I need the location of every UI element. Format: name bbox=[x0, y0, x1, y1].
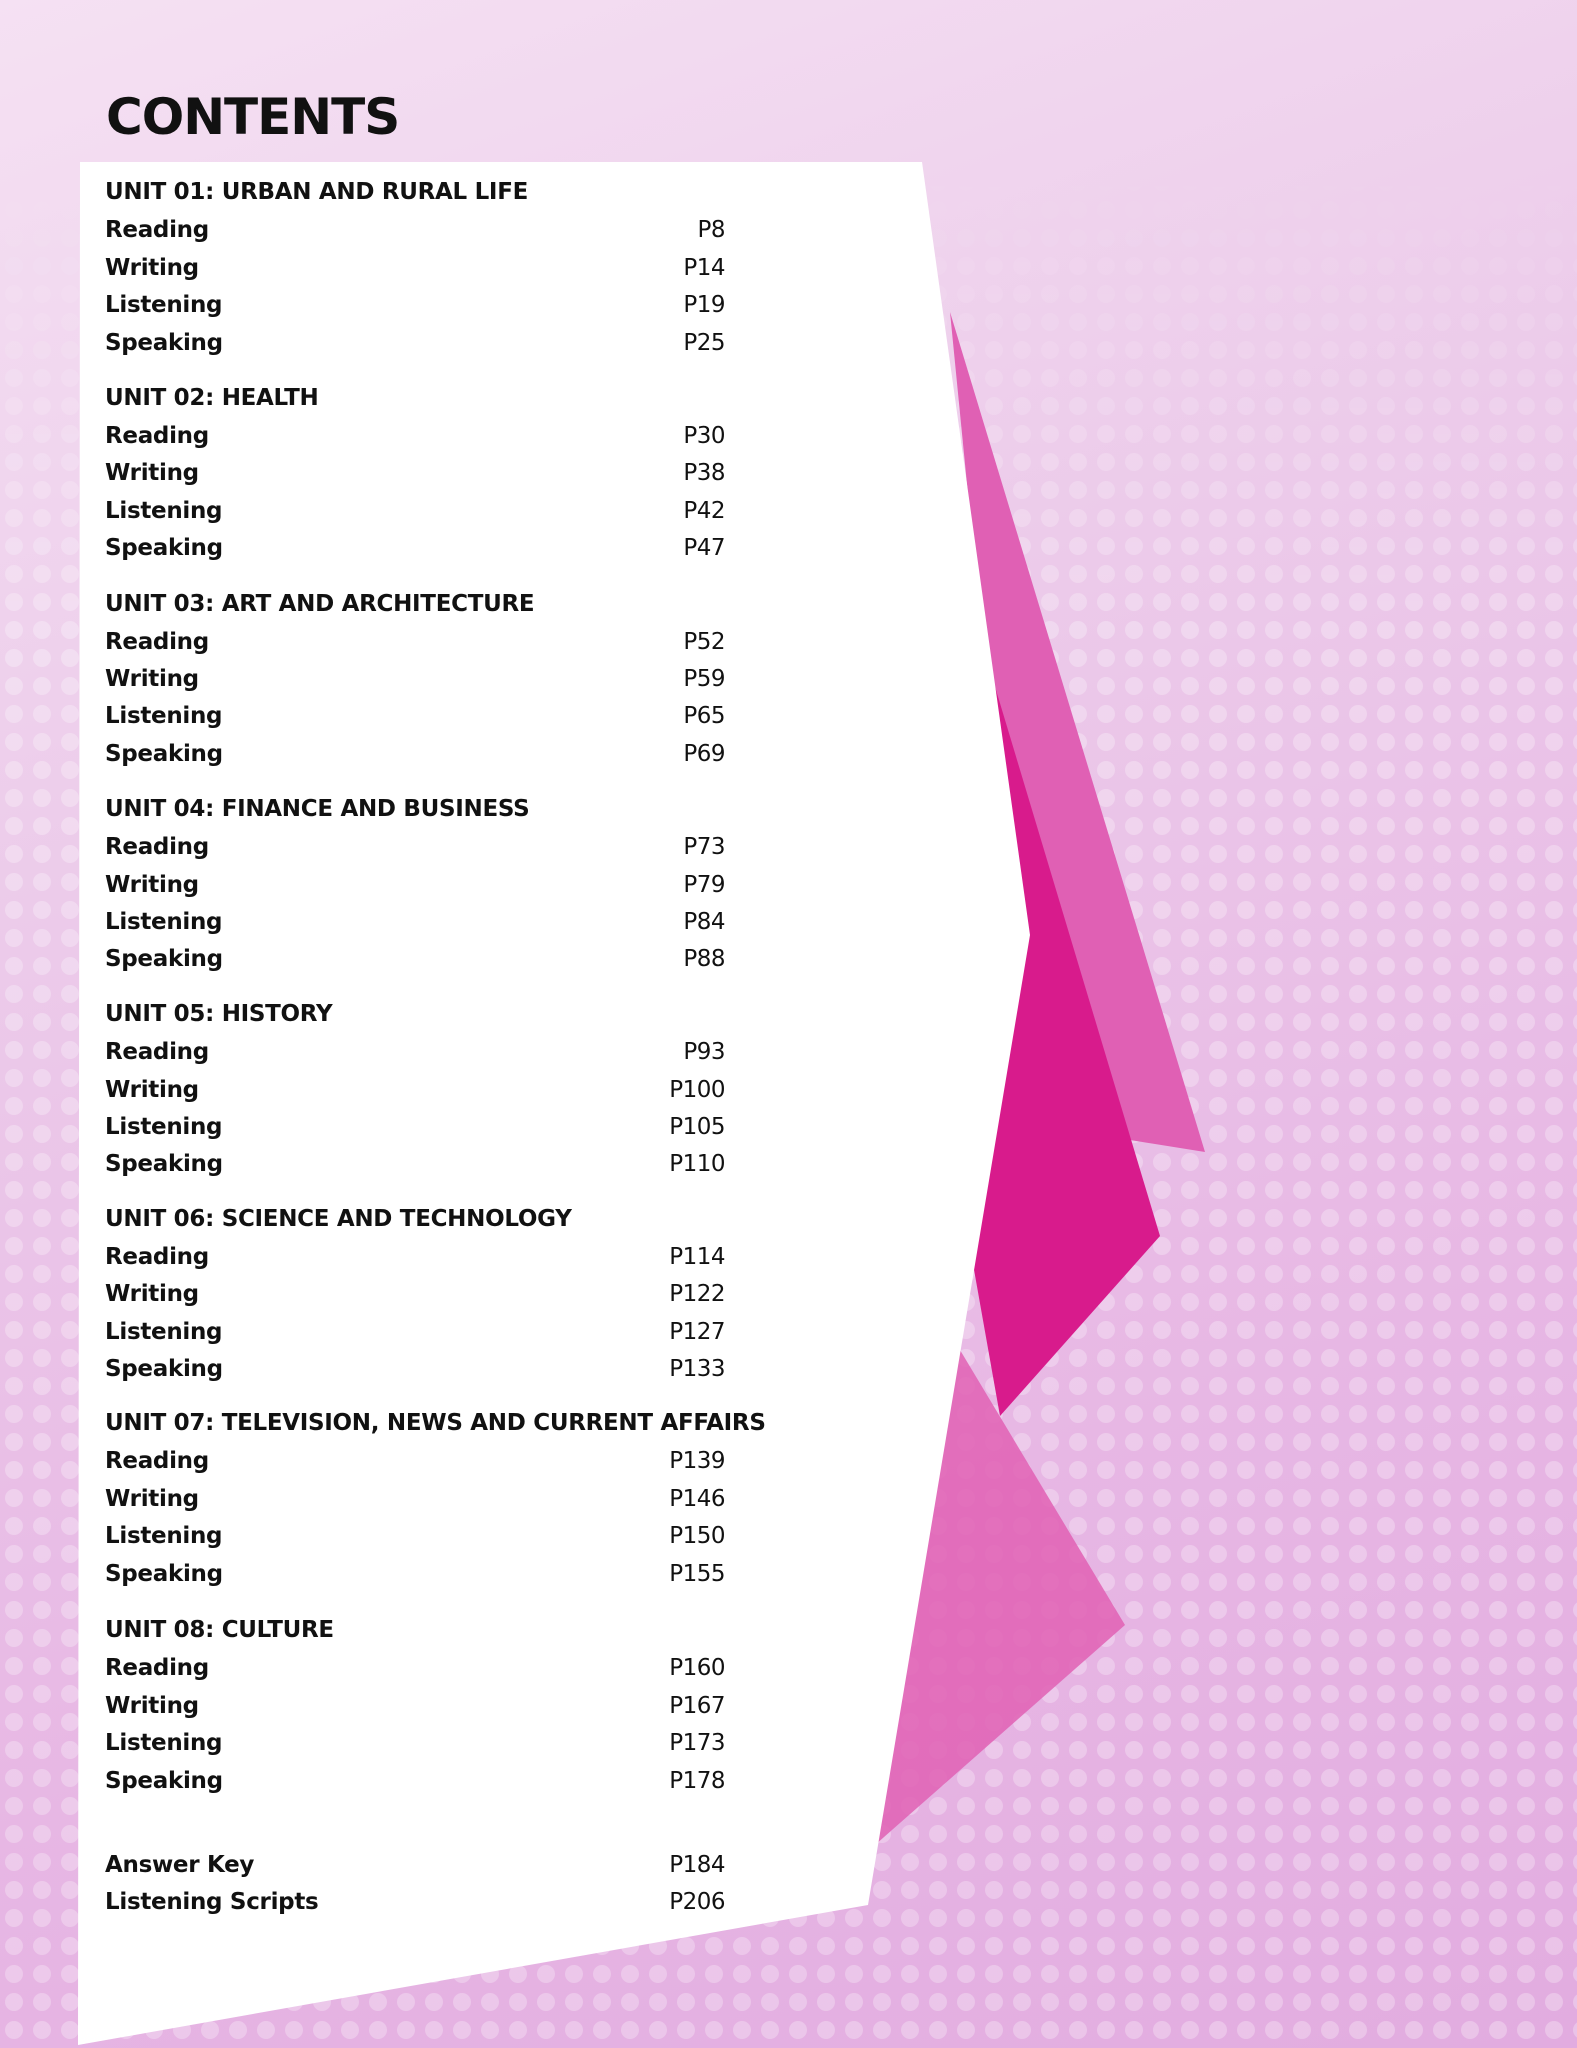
entry-label: Reading bbox=[105, 1448, 209, 1474]
entry-label: Listening bbox=[105, 703, 223, 729]
entry-label: Listening bbox=[105, 292, 223, 318]
entry-page: P127 bbox=[669, 1319, 725, 1345]
toc-entry[interactable] bbox=[105, 1277, 725, 1311]
unit-08-heading: UNIT 08: CULTURE bbox=[105, 1617, 334, 1643]
entry-page: P88 bbox=[683, 946, 725, 972]
entry-page: P173 bbox=[669, 1730, 725, 1756]
entry-page: P114 bbox=[669, 1244, 725, 1270]
entry-page: P42 bbox=[683, 498, 725, 524]
toc-entry[interactable] bbox=[105, 288, 725, 322]
entry-page: P38 bbox=[683, 460, 725, 486]
entry-page: P14 bbox=[683, 255, 725, 281]
entry-page: P30 bbox=[683, 423, 725, 449]
entry-page: P178 bbox=[669, 1768, 725, 1794]
toc-entry[interactable] bbox=[105, 494, 725, 528]
entry-page: P150 bbox=[669, 1523, 725, 1549]
toc-entry[interactable] bbox=[105, 1764, 725, 1798]
entry-label: Reading bbox=[105, 423, 209, 449]
entry-label: Reading bbox=[105, 629, 209, 655]
entry-page: P52 bbox=[683, 629, 725, 655]
toc-entry[interactable] bbox=[105, 662, 725, 696]
entry-label: Listening bbox=[105, 909, 223, 935]
entry-label: Answer Key bbox=[105, 1852, 255, 1878]
entry-label: Listening bbox=[105, 498, 223, 524]
toc-entry[interactable] bbox=[105, 1557, 725, 1591]
contents-title: CONTENTS bbox=[106, 88, 400, 146]
entry-page: P110 bbox=[669, 1151, 725, 1177]
entry-page: P79 bbox=[683, 872, 725, 898]
entry-label: Reading bbox=[105, 1655, 209, 1681]
entry-page: P59 bbox=[683, 666, 725, 692]
entry-label: Listening bbox=[105, 1730, 223, 1756]
toc-entry-answer-key[interactable] bbox=[105, 1848, 725, 1882]
entry-label: Writing bbox=[105, 872, 199, 898]
entry-page: P206 bbox=[669, 1889, 725, 1915]
toc-entry[interactable] bbox=[105, 942, 725, 976]
unit-04-heading: UNIT 04: FINANCE AND BUSINESS bbox=[105, 796, 530, 822]
entry-page: P47 bbox=[683, 535, 725, 561]
toc-entry[interactable] bbox=[105, 1519, 725, 1553]
entry-label: Writing bbox=[105, 1077, 199, 1103]
toc-entry[interactable] bbox=[105, 1689, 725, 1723]
unit-07-heading: UNIT 07: TELEVISION, NEWS AND CURRENT AFFAIRS bbox=[105, 1410, 766, 1436]
toc-entry[interactable] bbox=[105, 213, 725, 247]
toc-entry[interactable] bbox=[105, 1110, 725, 1144]
entry-page: P184 bbox=[669, 1852, 725, 1878]
entry-label: Writing bbox=[105, 1486, 199, 1512]
toc-entry[interactable] bbox=[105, 531, 725, 565]
entry-label: Writing bbox=[105, 666, 199, 692]
entry-label: Listening Scripts bbox=[105, 1889, 319, 1915]
entry-label: Speaking bbox=[105, 535, 223, 561]
entry-page: P105 bbox=[669, 1114, 725, 1140]
toc-entry[interactable] bbox=[105, 905, 725, 939]
toc-entry[interactable] bbox=[105, 830, 725, 864]
entry-page: P160 bbox=[669, 1655, 725, 1681]
entry-label: Reading bbox=[105, 834, 209, 860]
unit-02-heading: UNIT 02: HEALTH bbox=[105, 385, 319, 411]
entry-page: P19 bbox=[683, 292, 725, 318]
entry-label: Writing bbox=[105, 1693, 199, 1719]
entry-page: P73 bbox=[683, 834, 725, 860]
toc-entry[interactable] bbox=[105, 1482, 725, 1516]
entry-label: Speaking bbox=[105, 1151, 223, 1177]
entry-label: Speaking bbox=[105, 1561, 223, 1587]
entry-page: P133 bbox=[669, 1356, 725, 1382]
toc-entry[interactable] bbox=[105, 251, 725, 285]
entry-label: Speaking bbox=[105, 741, 223, 767]
toc-entry[interactable] bbox=[105, 1073, 725, 1107]
entry-page: P139 bbox=[669, 1448, 725, 1474]
toc-entry[interactable] bbox=[105, 326, 725, 360]
entry-label: Speaking bbox=[105, 330, 223, 356]
entry-label: Writing bbox=[105, 1281, 199, 1307]
toc-entry[interactable] bbox=[105, 419, 725, 453]
entry-label: Speaking bbox=[105, 1768, 223, 1794]
unit-05-heading: UNIT 05: HISTORY bbox=[105, 1001, 333, 1027]
entry-page: P155 bbox=[669, 1561, 725, 1587]
toc-entry[interactable] bbox=[105, 699, 725, 733]
entry-page: P65 bbox=[683, 703, 725, 729]
entry-page: P146 bbox=[669, 1486, 725, 1512]
unit-03-heading: UNIT 03: ART AND ARCHITECTURE bbox=[105, 591, 535, 617]
toc-entry-listening-scripts[interactable] bbox=[105, 1885, 725, 1919]
unit-01-heading: UNIT 01: URBAN AND RURAL LIFE bbox=[105, 179, 529, 205]
entry-page: P100 bbox=[669, 1077, 725, 1103]
toc-entry[interactable] bbox=[105, 1147, 725, 1181]
entry-label: Reading bbox=[105, 1039, 209, 1065]
entry-label: Writing bbox=[105, 460, 199, 486]
entry-label: Reading bbox=[105, 217, 209, 243]
toc-entry[interactable] bbox=[105, 1726, 725, 1760]
entry-page: P122 bbox=[669, 1281, 725, 1307]
toc-entry[interactable] bbox=[105, 456, 725, 490]
entry-label: Listening bbox=[105, 1114, 223, 1140]
entry-page: P167 bbox=[669, 1693, 725, 1719]
entry-label: Listening bbox=[105, 1523, 223, 1549]
entry-page: P8 bbox=[697, 217, 725, 243]
toc-entry[interactable] bbox=[105, 1315, 725, 1349]
toc-entry[interactable] bbox=[105, 1035, 725, 1069]
toc-entry[interactable] bbox=[105, 1444, 725, 1478]
unit-06-heading: UNIT 06: SCIENCE AND TECHNOLOGY bbox=[105, 1206, 572, 1232]
entry-page: P25 bbox=[683, 330, 725, 356]
entry-page: P84 bbox=[683, 909, 725, 935]
toc-entry[interactable] bbox=[105, 1352, 725, 1386]
entry-label: Listening bbox=[105, 1319, 223, 1345]
toc-entry[interactable] bbox=[105, 868, 725, 902]
entry-label: Speaking bbox=[105, 946, 223, 972]
toc-entry[interactable] bbox=[105, 737, 725, 771]
toc-entry[interactable] bbox=[105, 625, 725, 659]
entry-label: Writing bbox=[105, 255, 199, 281]
entry-page: P93 bbox=[683, 1039, 725, 1065]
entry-label: Speaking bbox=[105, 1356, 223, 1382]
entry-page: P69 bbox=[683, 741, 725, 767]
toc-entry[interactable] bbox=[105, 1240, 725, 1274]
entry-label: Reading bbox=[105, 1244, 209, 1270]
toc-entry[interactable] bbox=[105, 1651, 725, 1685]
